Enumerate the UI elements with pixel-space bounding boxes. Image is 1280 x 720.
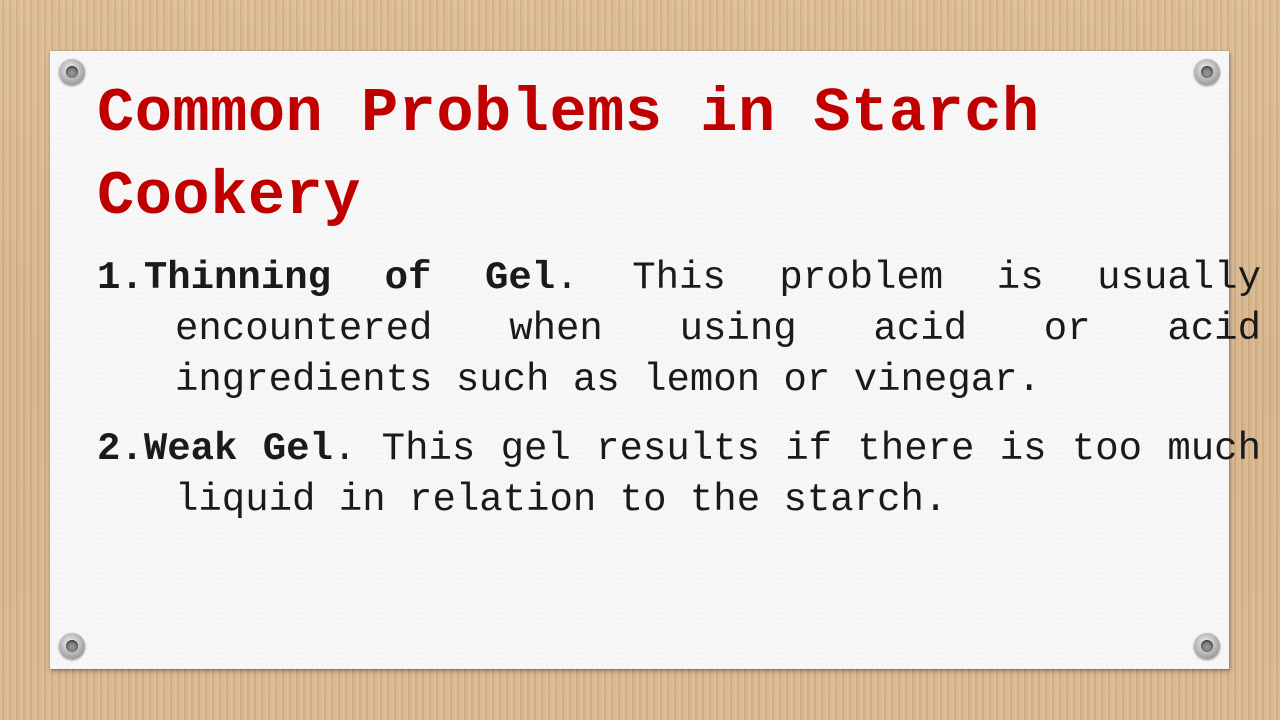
item-term: Thinning of Gel	[143, 256, 556, 300]
grommet-icon	[1194, 633, 1220, 659]
slide-title: Common Problems in Starch Cookery	[97, 78, 1040, 232]
item-description: This problem is usually encountered when using acid or acid ingredients such as lemon or vinegar.	[175, 256, 1261, 402]
list-item	[97, 253, 1261, 406]
item-term: Weak Gel	[143, 427, 333, 471]
grommet-icon	[1194, 59, 1220, 85]
item-description: This gel results if there is too much liquid in relation to the starch.	[175, 427, 1261, 522]
grommet-icon	[59, 633, 85, 659]
item-period: .	[555, 256, 579, 300]
list-item	[97, 424, 1261, 526]
item-number: 1.	[97, 256, 144, 300]
item-number: 2.	[97, 427, 144, 471]
item-period: .	[332, 427, 357, 471]
grommet-icon	[59, 59, 85, 85]
